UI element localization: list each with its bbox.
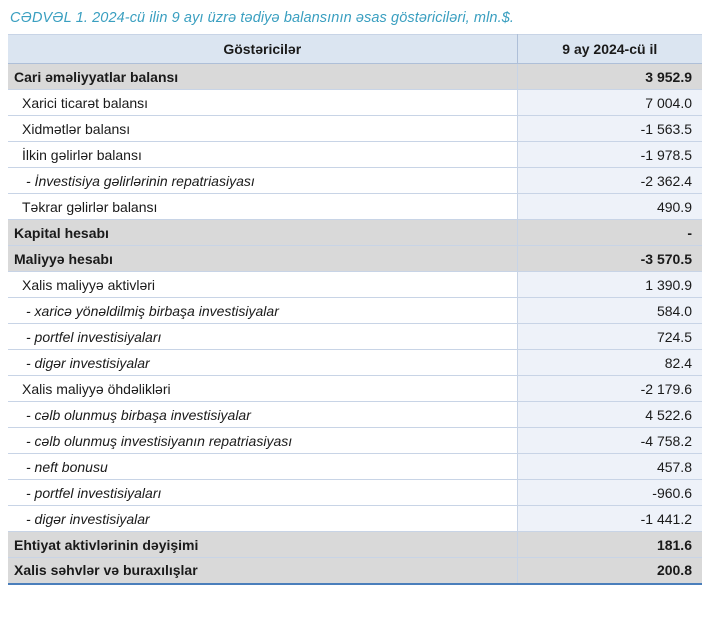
table-row — [8, 376, 702, 402]
row-value: 1 390.9 — [517, 272, 702, 298]
row-label: İlkin gəlirlər balansı — [8, 142, 517, 168]
row-value: 457.8 — [517, 454, 702, 480]
column-header-indicators: Göstəricilər — [8, 35, 517, 64]
row-label: - İnvestisiya gəlirlərinin repatriasiyası — [8, 168, 517, 194]
row-label: - digər investisiyalar — [8, 506, 517, 532]
row-value: 4 522.6 — [517, 402, 702, 428]
row-value: -4 758.2 — [517, 428, 702, 454]
row-label: Təkrar gəlirlər balansı — [8, 194, 517, 220]
row-label: Xalis maliyyə öhdəlikləri — [8, 376, 517, 402]
row-value: 82.4 — [517, 350, 702, 376]
table-row — [8, 454, 702, 480]
row-label: - portfel investisiyaları — [8, 480, 517, 506]
table-row — [8, 142, 702, 168]
row-label: Ehtiyat aktivlərinin dəyişimi — [8, 532, 517, 558]
row-label: - portfel investisiyaları — [8, 324, 517, 350]
row-label: Kapital hesabı — [8, 220, 517, 246]
table-row — [8, 298, 702, 324]
table-row — [8, 272, 702, 298]
table-row — [8, 558, 702, 584]
row-label: Xidmətlər balansı — [8, 116, 517, 142]
table-row — [8, 220, 702, 246]
table-row — [8, 506, 702, 532]
row-label: - xaricə yönəldilmiş birbaşa investisiyalar — [8, 298, 517, 324]
row-value: 181.6 — [517, 532, 702, 558]
row-label: Cari əməliyyatlar balansı — [8, 64, 517, 90]
row-label: Maliyyə hesabı — [8, 246, 517, 272]
table-row — [8, 480, 702, 506]
table-row — [8, 194, 702, 220]
row-label: - cəlb olunmuş birbaşa investisiyalar — [8, 402, 517, 428]
row-label: Xarici ticarət balansı — [8, 90, 517, 116]
row-value: 584.0 — [517, 298, 702, 324]
table-header-row — [8, 35, 702, 64]
row-value: 490.9 — [517, 194, 702, 220]
table-row — [8, 428, 702, 454]
row-value: -1 563.5 — [517, 116, 702, 142]
row-label: - digər investisiyalar — [8, 350, 517, 376]
row-label: - cəlb olunmuş investisiyanın repatriasiyası — [8, 428, 517, 454]
row-value: 7 004.0 — [517, 90, 702, 116]
row-value: -1 978.5 — [517, 142, 702, 168]
balance-of-payments-table — [8, 34, 702, 585]
table-row — [8, 64, 702, 90]
table-row — [8, 116, 702, 142]
table-title: CƏDVƏL 1. 2024-cü ilin 9 ayı üzrə tədiyə balansının əsas göstəriciləri, mln.$. — [10, 10, 514, 26]
row-value: 3 952.9 — [517, 64, 702, 90]
row-label: Xalis maliyyə aktivləri — [8, 272, 517, 298]
table-row — [8, 532, 702, 558]
row-value: -3 570.5 — [517, 246, 702, 272]
row-label: - neft bonusu — [8, 454, 517, 480]
table-row — [8, 246, 702, 272]
row-value: -2 362.4 — [517, 168, 702, 194]
row-value: 724.5 — [517, 324, 702, 350]
table-row — [8, 90, 702, 116]
row-value: - — [517, 220, 702, 246]
row-value: 200.8 — [517, 558, 702, 584]
table-row — [8, 324, 702, 350]
table-body — [8, 64, 702, 584]
table-row — [8, 350, 702, 376]
row-value: -1 441.2 — [517, 506, 702, 532]
row-value: -960.6 — [517, 480, 702, 506]
row-label: Xalis səhvlər və buraxılışlar — [8, 558, 517, 584]
row-value: -2 179.6 — [517, 376, 702, 402]
table-row — [8, 168, 702, 194]
column-header-period: 9 ay 2024-cü il — [517, 35, 702, 64]
table-row — [8, 402, 702, 428]
